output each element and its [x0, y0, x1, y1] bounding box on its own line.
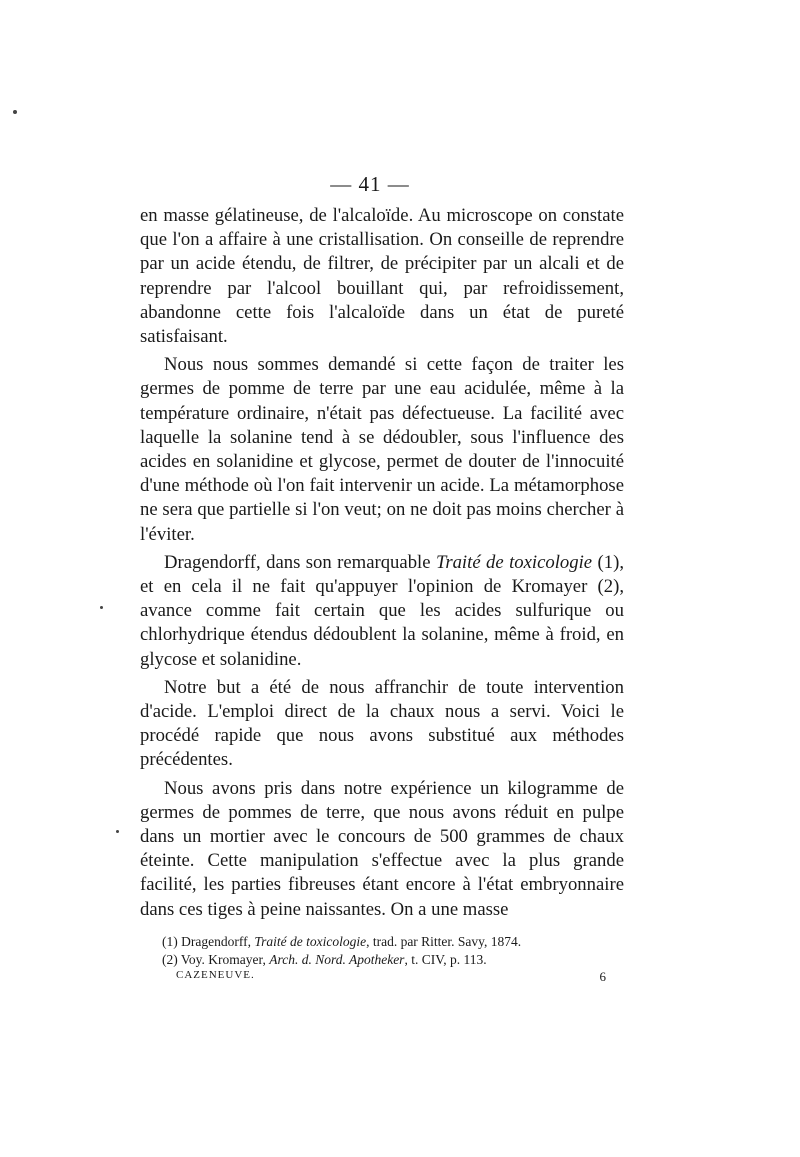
paragraph	[140, 777, 624, 922]
signature-number: 6	[599, 969, 606, 984]
footnotes	[140, 933, 624, 969]
printer-signature	[176, 969, 606, 985]
text-run: en masse gélatineuse, de l'alcaloïde. Au microscope on constate que l'on a affaire à une cristallisation. On conseille de reprendre par un acide étendu, de filtrer, de précipiter par un alcali et de reprendre par l'alcool bouillant qui, par refroidissement, abandonne cette fois l'alcaloïde dans un état de pureté satisfaisant.	[140, 205, 624, 348]
italic-title: Traité de toxicologie	[435, 551, 593, 573]
paragraph	[140, 204, 624, 349]
text-run: Dragendorff, dans son remarquable	[164, 551, 436, 573]
page-number: — 41 —	[330, 172, 410, 196]
margin-dot	[100, 606, 103, 609]
text-run: Notre but a été de nous affranchir de toute intervention d'acide. L'emploi direct de la chaux nous a servi. Voici le procédé rapide que nous avons substitué aux méthodes précédentes.	[140, 676, 624, 771]
text-run: (2) Voy. Kromayer,	[162, 952, 270, 967]
margin-dot	[116, 830, 119, 833]
body-text	[140, 204, 624, 926]
margin-dot	[13, 110, 17, 114]
footnote	[140, 951, 624, 969]
paragraph	[140, 551, 624, 672]
text-run: Nous nous sommes demandé si cette façon de traiter les germes de pomme de terre par une eau acidulée, même à la température ordinaire, n'était pas défectueuse. La facilité avec laquelle la solanine tend à se dédoubler, sous l'influence des acides en solanidine et glycose, permet de douter de l'innocuité d'une méthode où l'on fait intervenir un acide. La métamorphose ne sera que partielle si l'on veut; on ne doit pas moins chercher à l'éviter.	[140, 354, 624, 545]
text-run: , trad. par Ritter. Savy, 1874.	[366, 934, 522, 949]
paragraph	[140, 353, 624, 547]
paragraph	[140, 676, 624, 773]
text-run: (1), et en cela il ne fait qu'appuyer l'opinion de Kromayer (2), avance comme fait certain que les acides sulfurique ou chlorhydrique étendus dédoublent la solanine, même à froid, en glycose et solanidine.	[140, 551, 624, 670]
footnote	[140, 933, 624, 951]
italic-title: Traité de toxicologie	[254, 934, 367, 949]
signature-label: CAZENEUVE.	[176, 969, 255, 981]
text-run: , t. CIV, p. 113.	[404, 952, 487, 967]
text-run: Nous avons pris dans notre expérience un kilogramme de germes de pommes de terre, que nous avons réduit en pulpe dans un mortier avec le concours de 500 grammes de chaux éteinte. Cette manipulation s'effectue avec la plus grande facilité, les parties fibreuses étant encore à l'état embryonnaire dans ces tiges à peine naissantes. On a une masse	[140, 777, 624, 920]
italic-title: Arch. d. Nord. Apotheker	[269, 952, 405, 967]
text-run: (1) Dragendorff,	[162, 934, 255, 949]
